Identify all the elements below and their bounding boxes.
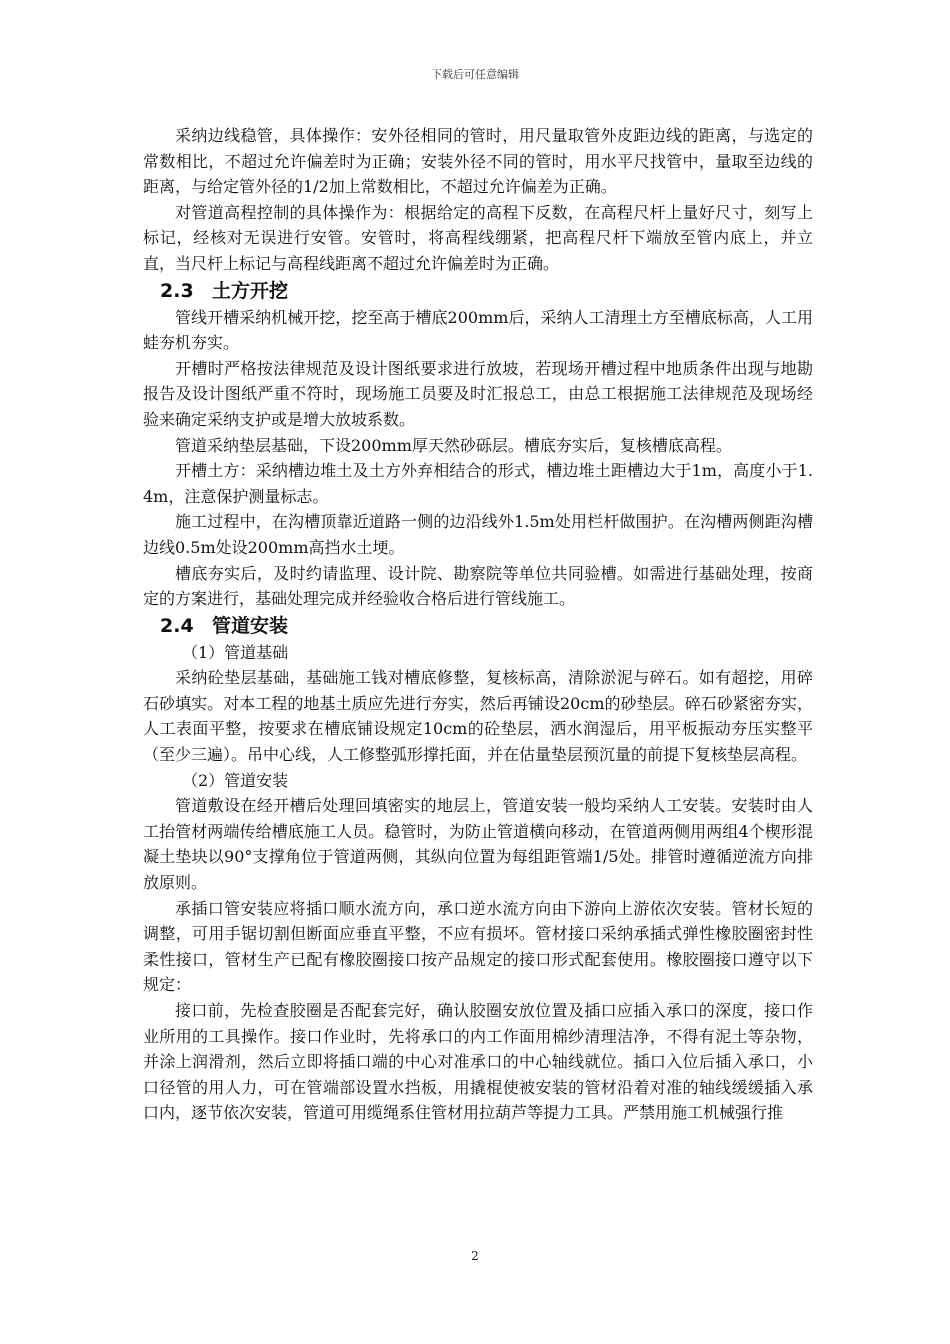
section-number: 2.4 — [160, 614, 194, 637]
paragraph: 采纳砼垫层基础，基础施工钱对槽底修整，复核标高，清除淤泥与碎石。如有超挖，用碎石砂填实。对本工程的地基土质应先进行夯实，然后再铺设20cm的砂垫层。碎石砂紧密夯实，人工表面平整，按要求在槽底铺设规定10cm的砼垫层，洒水润湿后，用平板振动夯压实整平（至少三遍）。吊中心线，人工修整弧形撑托面，并在估量垫层预沉量的前提下复核垫层高程。 — [143, 668, 813, 765]
section-title: 土方开挖 — [212, 279, 289, 302]
page-number: 2 — [471, 1249, 479, 1263]
paragraph: 开槽时严格按法律规范及设计图纸要求进行放坡，若现场开槽过程中地质条件出现与地勘报告及设计图纸严重不符时，现场施工员要及时汇报总工，由总工根据施工法律规范及现场经验来确定采纳支护或是增大放坡系数。 — [143, 358, 813, 429]
section-title: 管道安装 — [212, 614, 289, 637]
section-heading — [143, 612, 813, 640]
paragraph: 承插口管安装应将插口顺水流方向，承口逆水流方向由下游向上游依次安装。管材长短的调整，可用手锯切割但断面应垂直平整，不应有损坏。管材接口采纳承插式弹性橡胶圈密封性柔性接口，管材生产已配有橡胶圈接口按产品规定的接口形式配套使用。橡胶圈接口遵守以下规定： — [143, 898, 813, 995]
page-header: 下载后可任意编辑 — [431, 68, 519, 81]
paragraph: 管道采纳垫层基础，下设200mm厚天然砂砾层。槽底夯实后，复核槽底高程。 — [175, 435, 732, 455]
paragraph: 采纳边线稳管，具体操作：安外径相同的管时，用尺量取管外皮距边线的距离，与选定的常数相比，不超过允许偏差时为正确；安装外径不同的管时，用水平尺找管中，量取至边线的距离，与给定管外径的1/2加上常数相比，不超过允许偏差为正确。 — [143, 126, 813, 197]
section-number: 2.3 — [160, 279, 194, 302]
paragraph: 施工过程中，在沟槽顶靠近道路一侧的边沿线外1.5m处用栏杆做围护。在沟槽两侧距沟槽边线0.5m处设200mm高挡水土埂。 — [143, 512, 813, 557]
paragraph: 管道敷设在经开槽后处理回填密实的地层上，管道安装一般均采纳人工安装。安装时由人工抬管材两端传给槽底施工人员。稳管时，为防止管道横向移动，在管道两侧用两组4个楔形混凝土垫块以90°支撑角位于管道两侧，其纵向位置为每组距管端1/5处。排管时遵循逆流方向排放原则。 — [143, 796, 813, 893]
paragraph: 槽底夯实后，及时约请监理、设计院、勘察院等单位共同验槽。如需进行基础处理，按商定的方案进行，基础处理完成并经验收合格后进行管线施工。 — [143, 563, 813, 609]
document-body — [143, 123, 813, 1126]
subsection-heading: （1）管道基础 — [182, 642, 289, 662]
paragraph: 对管道高程控制的具体操作为：根据给定的高程下反数，在高程尺杆上量好尺寸，刻写上标记，经核对无误进行安管。安管时，将高程线绷紧，把高程尺杆下端放至管内底上，并立直，当尺杆上标记与高程线距离不超过允许偏差时为正确。 — [143, 202, 813, 273]
section-heading — [143, 277, 813, 305]
paragraph: 管线开槽采纳机械开挖，挖至高于槽底200mm后，采纳人工清理土方至槽底标高，人工用蛙夯机夯实。 — [143, 307, 813, 353]
paragraph: 开槽土方：采纳槽边堆土及土方外弃相结合的形式，槽边堆土距槽边大于1m，高度小于1.4m，注意保护测量标志。 — [143, 461, 813, 506]
subsection-heading: （2）管道安装 — [182, 770, 289, 790]
paragraph: 接口前，先检查胶圈是否配套完好，确认胶圈安放位置及插口应插入承口的深度，接口作业所用的工具操作。接口作业时，先将承口的内工作面用棉纱清理洁净，不得有泥土等杂物，并涂上润滑剂，然后立即将插口端的中心对准承口的中心轴线就位。插口入位后插入承口，小口径管的用人力，可在管端部设置水挡板，用撬棍使被安装的管材沿着对准的轴线缓缓插入承口内，逐节依次安装，管道可用缆绳系住管材用拉葫芦等提力工具。严禁用施工机械强行推 — [143, 1001, 813, 1123]
